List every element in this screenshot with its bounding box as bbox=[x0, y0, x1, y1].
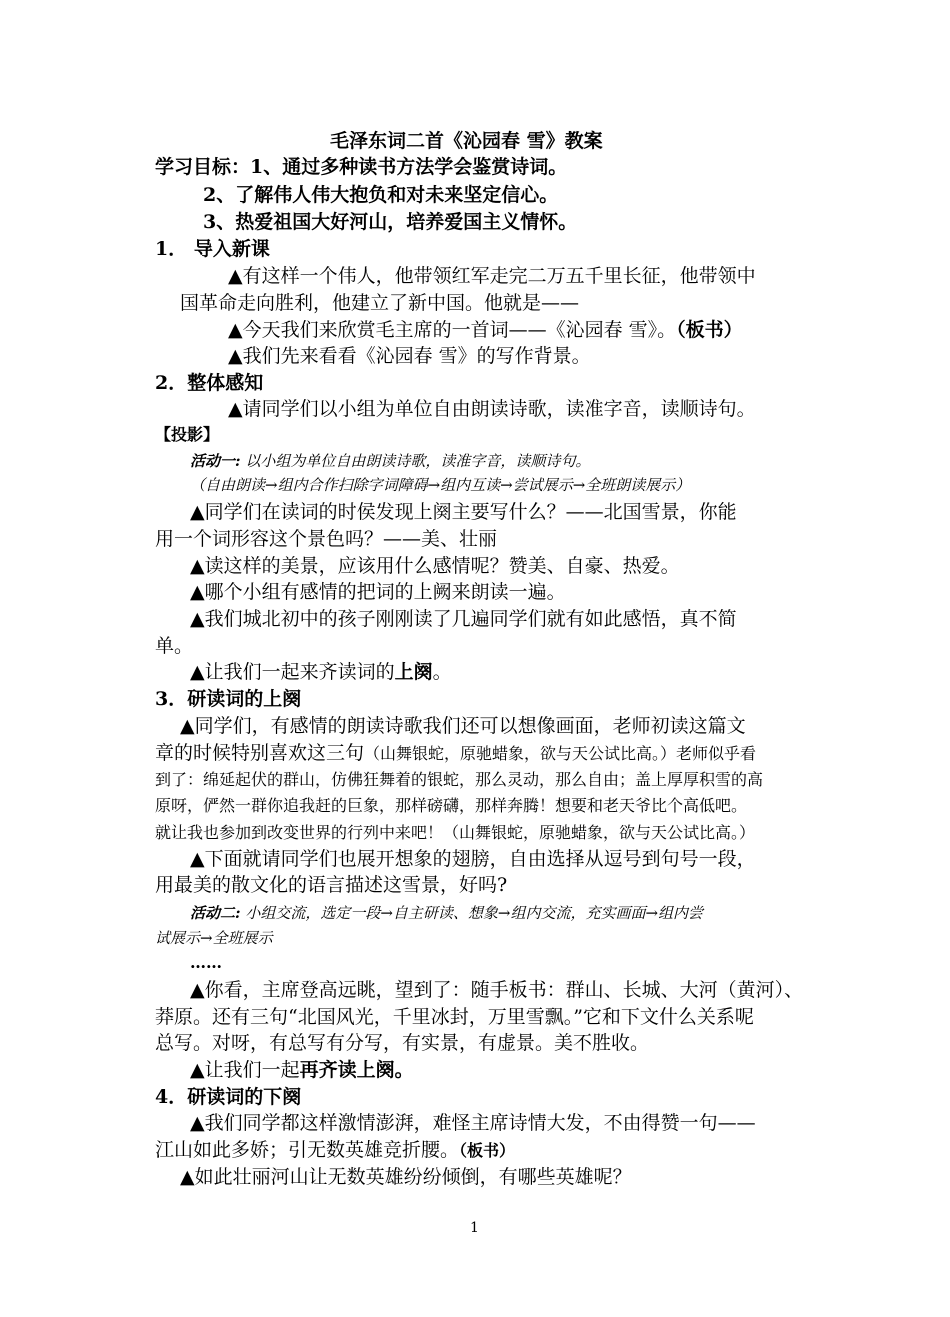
activity-two bbox=[190, 900, 703, 926]
blackboard-note: （板书） bbox=[676, 319, 743, 341]
activity-label: 活动二: bbox=[190, 904, 241, 922]
paragraph-text: ▲同学们在读词的时侯发现上阕主要写什么？——北国雪景，你能 bbox=[190, 501, 737, 523]
paragraph-text: 用一个词形容这个景色吗？——美、壮丽 bbox=[155, 528, 498, 550]
activity-label: 活动一: bbox=[190, 452, 241, 470]
paragraph-text: 总写。对呀，有总写有分写，有实景，有虚景。美不胜收。 bbox=[155, 1032, 650, 1054]
projection-label: 【投影】 bbox=[155, 425, 220, 444]
paragraph-text: ▲下面就请同学们也展开想象的翅膀，自由选择从逗号到句号一段， bbox=[190, 848, 756, 870]
paragraph-text: ▲我们同学都这样激情澎湃，难怪主席诗情大发，不由得赞一句—— bbox=[190, 1112, 756, 1134]
activity-one bbox=[190, 448, 590, 474]
section-heading-intro: 1． 导入新课 bbox=[155, 238, 270, 260]
paragraph-text: ▲我们先来看看《沁园春 雪》的写作背景。 bbox=[228, 345, 591, 367]
paragraph-text: ▲有这样一个伟人，他带领红军走完二万五千里长征，他带领中 bbox=[228, 265, 756, 287]
paragraph-text: 章的时候特别喜欢这三句 bbox=[155, 742, 365, 764]
paragraph-text: ▲同学们，有感情的朗读诗歌我们还可以想像画面，老师初读这篇文 bbox=[180, 715, 746, 737]
paragraph-text: ▲如此壮丽河山让无数英雄纷纷倾倒，有哪些英雄呢？ bbox=[180, 1166, 632, 1188]
learning-goal-1: 学习目标：1、通过多种读书方法学会鉴赏诗词。 bbox=[155, 156, 568, 178]
paragraph-text: ▲我们城北初中的孩子刚刚读了几遍同学们就有如此感悟，真不简 bbox=[190, 608, 737, 630]
document-title: 毛泽东词二首《沁园春 雪》教案 bbox=[330, 130, 603, 152]
paragraph-text: 单。 bbox=[155, 635, 194, 657]
emphasis-text: 上阕 bbox=[394, 661, 433, 683]
paragraph-text bbox=[155, 740, 756, 767]
paragraph-text: 到了：绵延起伏的群山，仿佛狂舞着的银蛇，那么灵动，那么自由；盖上厚厚积雪的高 bbox=[155, 770, 764, 789]
paragraph-text: ▲读这样的美景，应该用什么感情呢？赞美、自豪、热爱。 bbox=[190, 555, 680, 577]
paragraph-text: 。 bbox=[432, 661, 452, 683]
activity-text: 以小组为单位自由朗读诗歌，读准字音，读顺诗句。 bbox=[240, 452, 591, 470]
paragraph-text: 莽原。还有三句“北国风光，千里冰封，万里雪飘。”它和下文什么关系呢 bbox=[155, 1006, 754, 1028]
section-heading-upper-stanza: 3．研读词的上阕 bbox=[155, 688, 302, 710]
paragraph-text bbox=[190, 659, 452, 685]
paragraph-text bbox=[155, 1137, 515, 1164]
paragraph-text: ▲请同学们以小组为单位自由朗读诗歌，读准字音，读顺诗句。 bbox=[228, 398, 756, 420]
paragraph-text bbox=[228, 317, 743, 343]
paragraph-text: 用最美的散文化的语言描述这雪景，好吗? bbox=[155, 874, 508, 896]
section-heading-overview: 2．整体感知 bbox=[155, 372, 264, 394]
paragraph-text: ▲让我们一起 bbox=[190, 1059, 300, 1081]
paragraph-text: 就让我也参加到改变世界的行列中来吧！（山舞银蛇，原驰蜡象，欲与天公试比高。） bbox=[155, 823, 756, 842]
paragraph-text: ▲今天我们来欣赏毛主席的一首词——《沁园春 雪》。 bbox=[228, 319, 677, 341]
activity-flow: （自由朗读→组内合作扫除字词障碍→组内互读→尝试展示→全班朗读展示） bbox=[190, 476, 691, 494]
paragraph-text: 江山如此多娇；引无数英雄竞折腰。 bbox=[155, 1139, 460, 1161]
learning-goal-2: 2、了解伟人伟大抱负和对未来坚定信心。 bbox=[203, 184, 559, 206]
page-number: 1 bbox=[470, 1220, 479, 1236]
activity-text: 小组交流，选定一段→自主研读、想象→组内交流，充实画面→组内尝 bbox=[240, 904, 704, 922]
section-heading-lower-stanza: 4．研读词的下阕 bbox=[155, 1086, 302, 1108]
activity-text: 试展示→全班展示 bbox=[155, 929, 273, 947]
quoted-lines: （山舞银蛇，原驰蜡象，欲与天公试比高。）老师似乎看 bbox=[364, 744, 757, 763]
paragraph-text: ▲哪个小组有感情的把词的上阙来朗读一遍。 bbox=[190, 581, 566, 603]
paragraph-text: ▲让我们一起来齐读词的 bbox=[190, 661, 395, 683]
blackboard-note: （板书） bbox=[459, 1141, 516, 1160]
learning-goal-3: 3、热爱祖国大好河山，培养爱国主义情怀。 bbox=[203, 211, 578, 233]
paragraph-text: ▲你看，主席登高远眺，望到了：随手板书：群山、长城、大河（黄河）、 bbox=[190, 979, 804, 1001]
paragraph-text: 国革命走向胜利，他建立了新中国。他就是—— bbox=[180, 292, 580, 314]
ellipsis: …… bbox=[190, 953, 222, 972]
paragraph-text bbox=[190, 1057, 414, 1083]
emphasis-text: 再齐读上阕。 bbox=[299, 1059, 414, 1081]
paragraph-text: 原呀，俨然一群你追我赶的巨象，那样磅礴，那样奔腾！想要和老天爷比个高低吧。 bbox=[155, 796, 748, 815]
